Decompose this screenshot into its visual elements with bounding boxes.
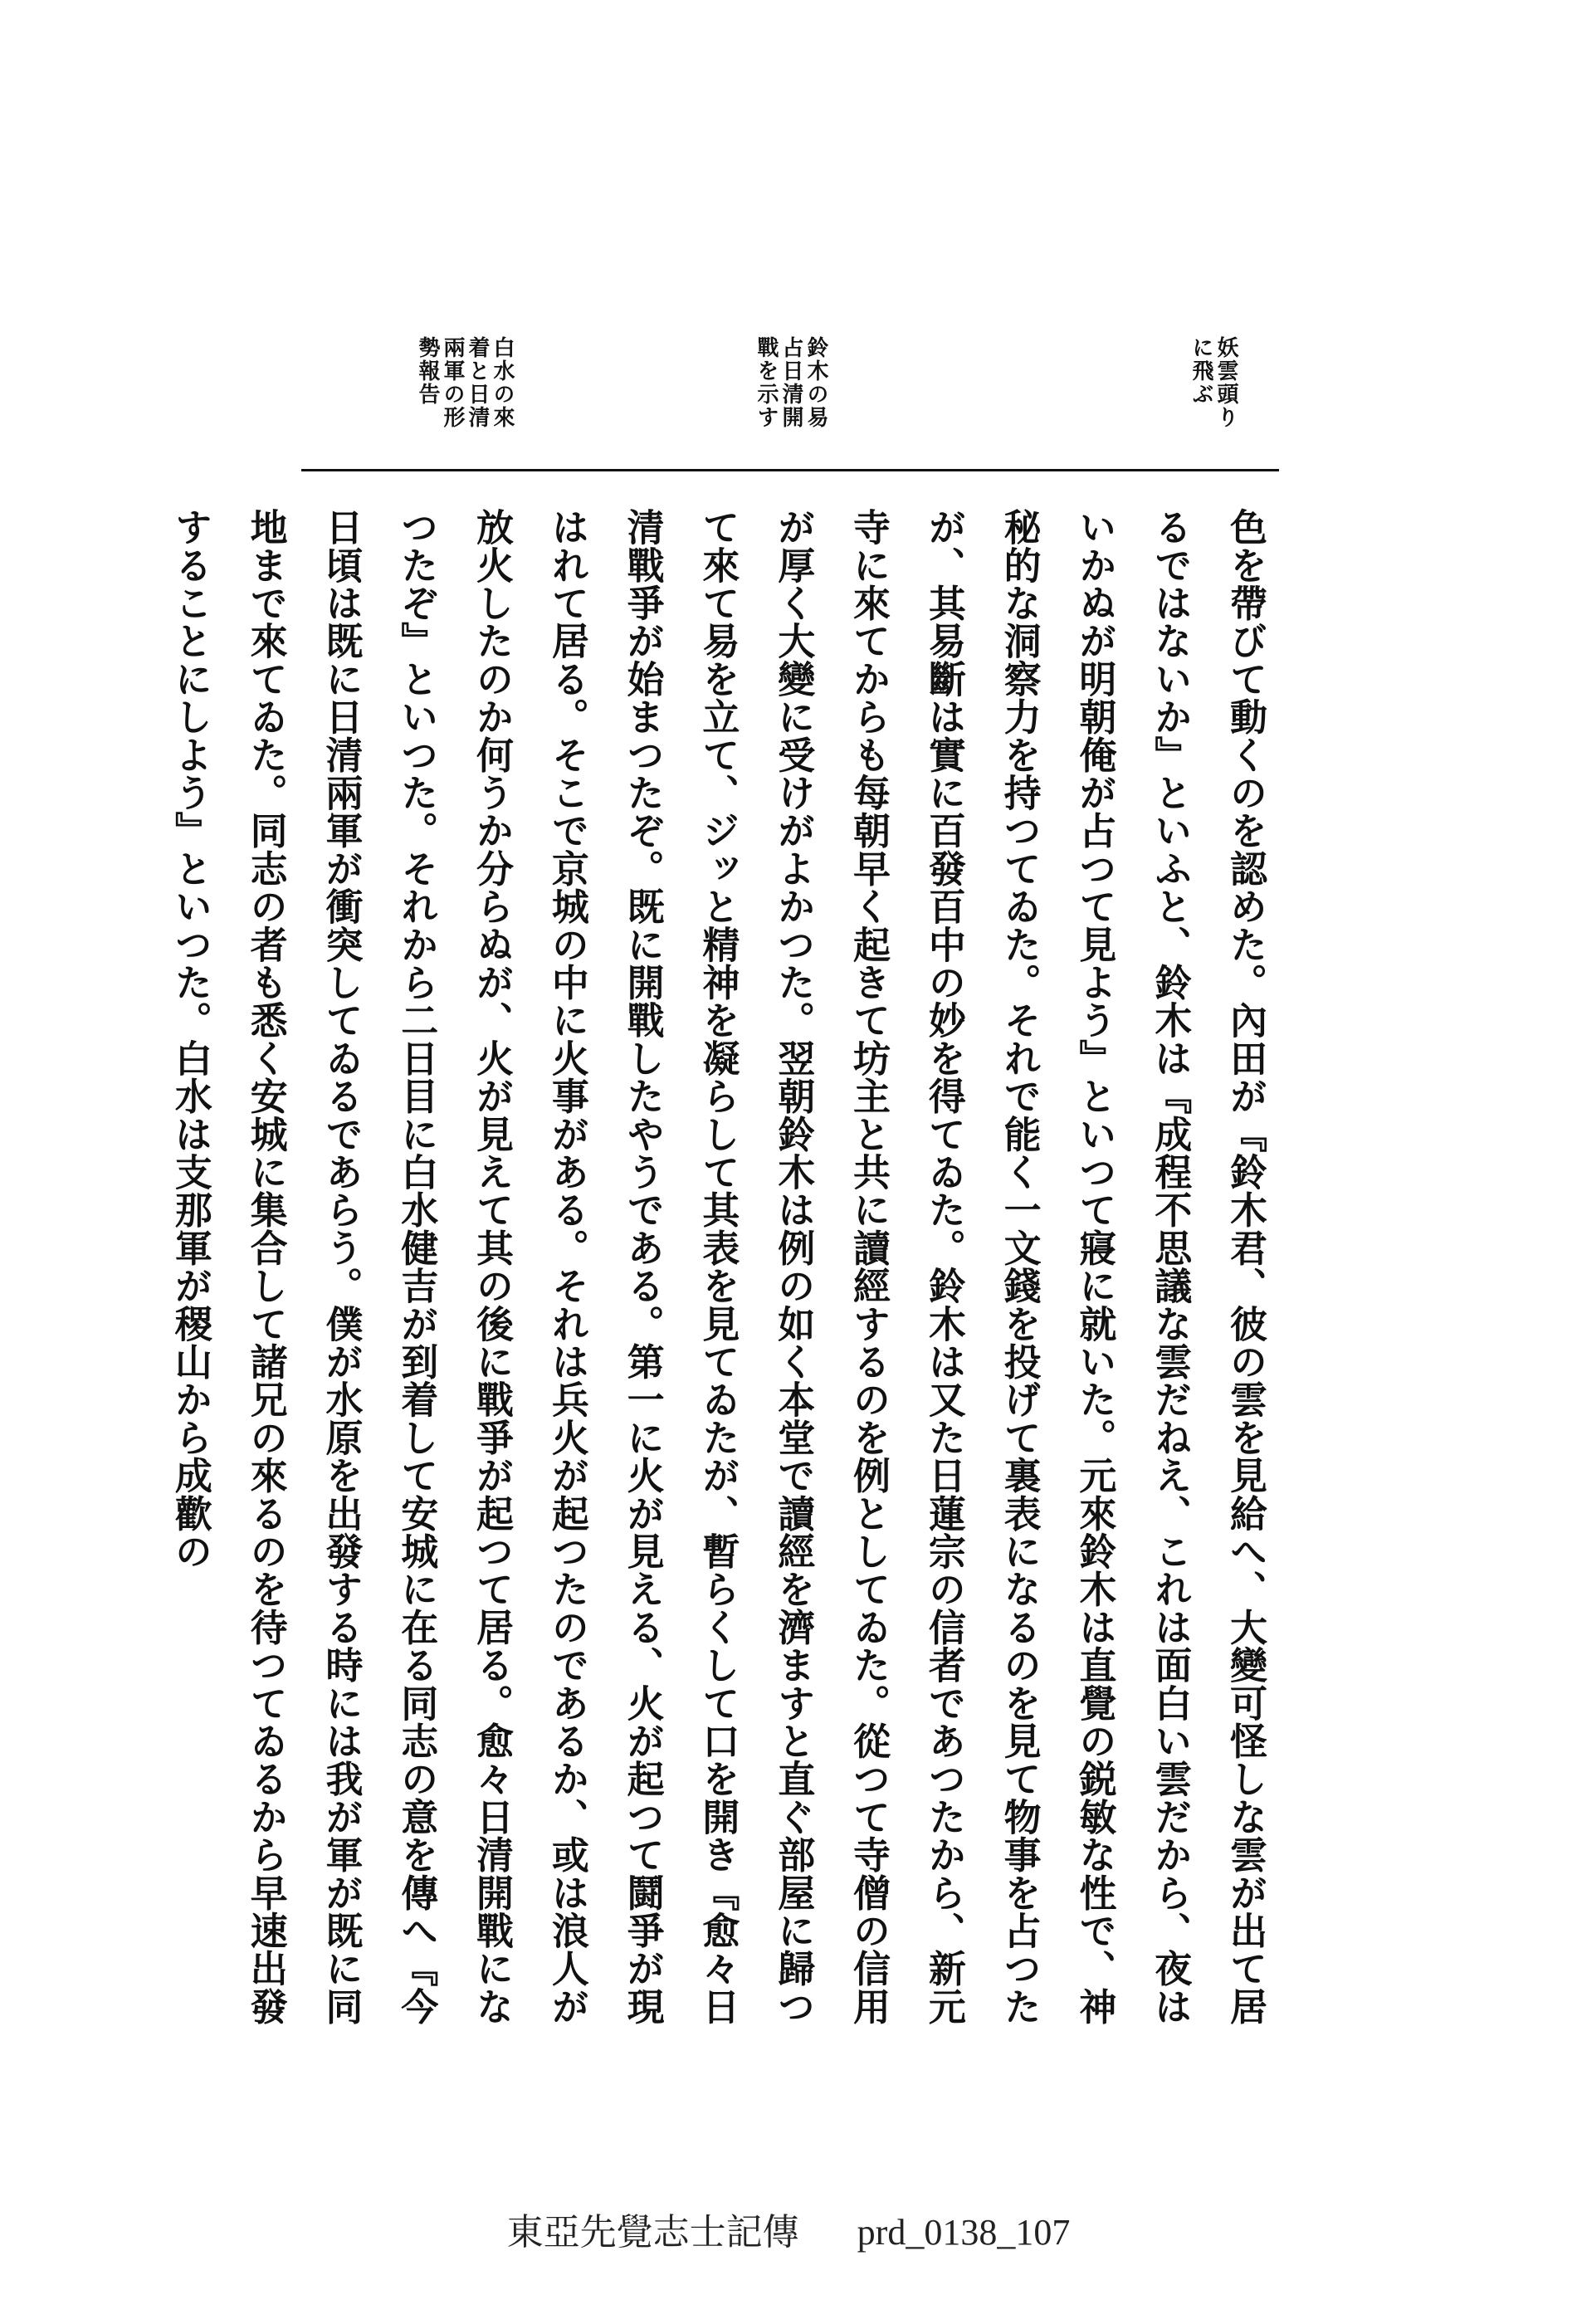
header-divider-rule xyxy=(301,469,1279,471)
headnote-ominous-cloud: 妖雲頭り に飛ぶ xyxy=(1189,336,1238,429)
page-footer xyxy=(0,2202,1577,2255)
footer-book-title: 東亞先覺志士記傳 xyxy=(506,2211,799,2253)
headnote-shirouzu-report: 白水の來 着と日清 兩軍の形 勢報告 xyxy=(415,336,515,429)
headnote-suzuki-divination: 鈴木の易 占日清開 戰を示す xyxy=(754,336,828,429)
body-paragraph: 色を帶びて動くのを認めた。內田が『鈴木君、彼の雲を見給へ、大變可怪しな雲が出て居るではないか』といふと、鈴木は『成程不思議な雲だねえ、これは面白い雲だから、夜はいかぬが明朝俺が占つて見よう』といつて寢に就いた。元來鈴木は直覺の鋭敏な性で、神秘的な洞察力を持つてゐた。それで能く一文錢を投げて裏表になるのを見て物事を占つたが、其易斷は實に百發百中の妙を得てゐた。鈴木は又た日蓮宗の信者であつたから、新元寺に來てからも每朝早く起きて坊主と共に讀經するのを例としてゐた。從つて寺僧の信用が厚く大變に受けがよかつた。翌朝鈴木は例の如く本堂で讀經を濟ますと直ぐ部屋に歸つて來て易を立て、ジッと精神を凝らして其表を見てゐたが、暫らくして口を開き『愈々日清戰爭が始まつたぞ。既に開戰したやうである。第一に火が見える、火が起つて鬪爭が現はれて居る。そこで京城の中に火事がある。それは兵火が起つたのであるか、或は浪人が放火したのか何うか分らぬが、火が見えて其の後に戰爭が起つて居る。愈々日清開戰になつたぞ』といつた。それから二日目に白水健吉が到着して安城に在る同志の意を傳へ『今日頃は既に日清兩軍が衝突してゐるであらう。僕が水原を出發する時には我が軍が既に同地まで來てゐた。同志の者も悉く安城に集合して諸兄の來るのを待つてゐるから早速出發することにしよう』といつた。白水は支那軍が稷山から成歡の xyxy=(168,508,1267,2025)
footer-page-id: prd_0138_107 xyxy=(857,2212,1071,2253)
body-text-column-block xyxy=(152,508,1282,2060)
